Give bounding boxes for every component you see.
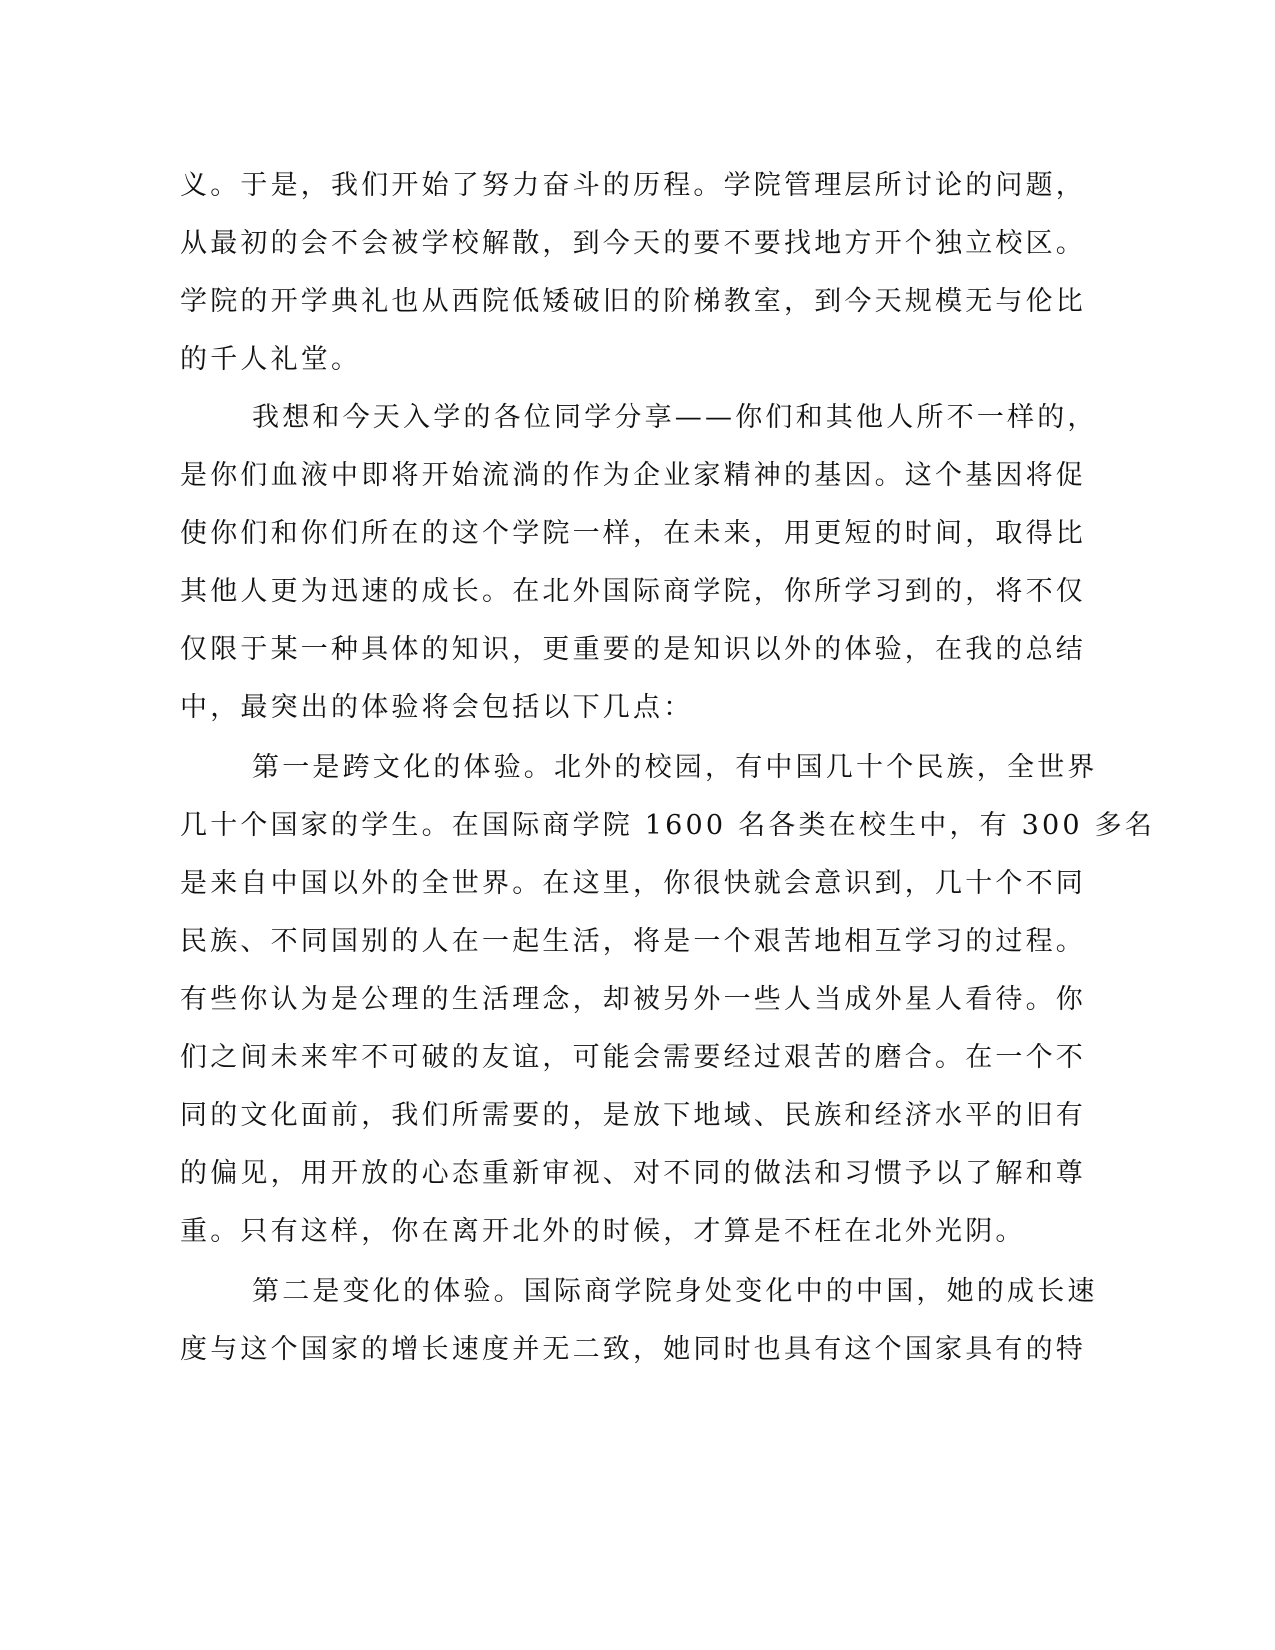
text-line: 的偏见，用开放的心态重新审视、对不同的做法和习惯予以了解和尊 xyxy=(180,1158,1086,1189)
text-line: 学院的开学典礼也从西院低矮破旧的阶梯教室，到今天规模无与伦比 xyxy=(180,286,1086,317)
text-line: 重。只有这样，你在离开北外的时候，才算是不枉在北外光阴。 xyxy=(180,1216,1026,1247)
paragraph-first-line: 第二是变化的体验。国际商学院身处变化中的中国，她的成长速 xyxy=(252,1276,1098,1307)
text-line: 中，最突出的体验将会包括以下几点： xyxy=(180,692,694,723)
text-line: 几十个国家的学生。在国际商学院 1600 名各类在校生中，有 300 多名 xyxy=(180,810,1155,841)
text-line: 从最初的会不会被学校解散，到今天的要不要找地方开个独立校区。 xyxy=(180,228,1086,259)
paragraph-first-line: 第一是跨文化的体验。北外的校园，有中国几十个民族，全世界 xyxy=(252,752,1098,783)
text-line: 是来自中国以外的全世界。在这里，你很快就会意识到，几十个不同 xyxy=(180,868,1086,899)
text-line: 其他人更为迅速的成长。在北外国际商学院，你所学习到的，将不仅 xyxy=(180,576,1086,607)
text-line: 们之间未来牢不可破的友谊，可能会需要经过艰苦的磨合。在一个不 xyxy=(180,1042,1086,1073)
text-line: 仅限于某一种具体的知识，更重要的是知识以外的体验，在我的总结 xyxy=(180,634,1086,665)
text-line: 使你们和你们所在的这个学院一样，在未来，用更短的时间，取得比 xyxy=(180,518,1086,549)
text-line: 度与这个国家的增长速度并无二致，她同时也具有这个国家具有的特 xyxy=(180,1334,1086,1365)
text-line: 民族、不同国别的人在一起生活，将是一个艰苦地相互学习的过程。 xyxy=(180,926,1086,957)
text-line: 有些你认为是公理的生活理念，却被另外一些人当成外星人看待。你 xyxy=(180,984,1086,1015)
text-line: 是你们血液中即将开始流淌的作为企业家精神的基因。这个基因将促 xyxy=(180,460,1086,491)
paragraph-first-line: 我想和今天入学的各位同学分享——你们和其他人所不一样的， xyxy=(252,402,1098,433)
text-line: 同的文化面前，我们所需要的，是放下地域、民族和经济水平的旧有 xyxy=(180,1100,1086,1131)
text-line: 的千人礼堂。 xyxy=(180,344,362,375)
text-line: 义。于是，我们开始了努力奋斗的历程。学院管理层所讨论的问题， xyxy=(180,170,1086,201)
